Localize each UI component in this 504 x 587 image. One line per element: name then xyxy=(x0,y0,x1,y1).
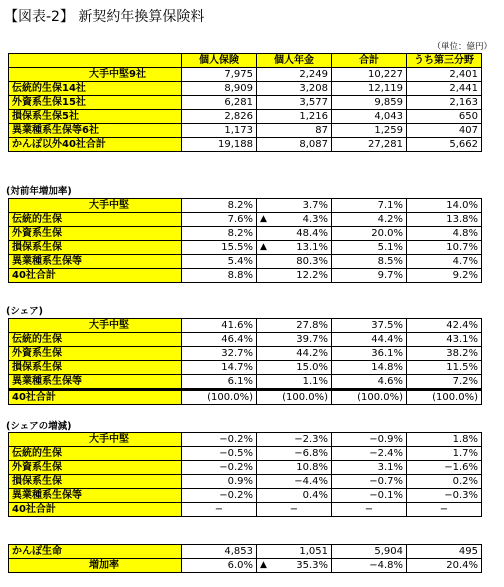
value-cell xyxy=(182,489,257,503)
row-label: 大手中堅9社 xyxy=(9,68,182,82)
value-text: 9,859 xyxy=(374,97,403,108)
value-cell xyxy=(257,269,332,283)
value-text: 4.6% xyxy=(377,376,403,387)
value-text: 407 xyxy=(458,125,478,136)
value-text: 27,281 xyxy=(368,139,403,150)
value-cell xyxy=(257,241,332,255)
value-cell xyxy=(182,124,257,138)
negative-triangle-icon: ▲ xyxy=(260,242,267,252)
value-text: 0.4% xyxy=(302,490,328,501)
value-cell xyxy=(257,82,332,96)
value-text: 14.7% xyxy=(221,362,253,373)
value-cell xyxy=(257,375,332,390)
row-label: 損保系生保 xyxy=(9,475,182,489)
value-cell xyxy=(332,361,407,375)
value-cell xyxy=(182,559,257,573)
row-label: 大手中堅 xyxy=(9,199,182,213)
value-text: 8,087 xyxy=(299,139,328,150)
value-cell xyxy=(407,68,482,82)
value-text: 44.2% xyxy=(296,348,328,359)
value-cell xyxy=(332,447,407,461)
value-text: 1.7% xyxy=(452,448,478,459)
value-text: 12,119 xyxy=(368,83,403,94)
row-label: 大手中堅 xyxy=(9,433,182,447)
value-text: 4.8% xyxy=(452,228,478,239)
value-cell xyxy=(332,433,407,447)
value-text: −0.2% xyxy=(219,462,253,473)
value-text: 9.7% xyxy=(377,270,403,281)
value-cell xyxy=(407,559,482,573)
value-cell xyxy=(257,199,332,213)
value-text: 1.1% xyxy=(302,376,328,387)
value-cell xyxy=(407,433,482,447)
table-row xyxy=(9,489,482,503)
value-text: 8.2% xyxy=(227,228,253,239)
value-text: −0.2% xyxy=(219,434,253,445)
value-text: 36.1% xyxy=(371,348,403,359)
value-cell xyxy=(182,255,257,269)
value-text: 5,904 xyxy=(374,546,403,557)
table-row xyxy=(9,333,482,347)
value-text: 6.0% xyxy=(227,560,253,571)
value-text: 7.2% xyxy=(452,376,478,387)
header-third-sector: うち第三分野 xyxy=(407,54,482,68)
value-cell xyxy=(332,199,407,213)
value-cell xyxy=(182,96,257,110)
value-text: 4.3% xyxy=(302,214,328,225)
value-cell xyxy=(407,269,482,283)
value-cell xyxy=(407,545,482,559)
value-cell xyxy=(257,138,332,152)
value-text: 37.5% xyxy=(371,320,403,331)
value-text: 6,281 xyxy=(224,97,253,108)
value-cell xyxy=(182,333,257,347)
table-row xyxy=(9,124,482,138)
value-cell xyxy=(407,475,482,489)
value-cell xyxy=(407,447,482,461)
value-text: 10,227 xyxy=(368,69,403,80)
value-cell xyxy=(407,213,482,227)
row-label: 外資系生保 xyxy=(9,227,182,241)
value-text: 12.2% xyxy=(296,270,328,281)
value-cell xyxy=(182,503,257,517)
row-label: 外資系生保 xyxy=(9,461,182,475)
value-cell xyxy=(182,241,257,255)
value-text: −0.3% xyxy=(444,490,478,501)
value-text: 4.2% xyxy=(377,214,403,225)
value-text: 7.6% xyxy=(227,214,253,225)
value-cell xyxy=(182,110,257,124)
value-cell xyxy=(407,82,482,96)
table-row xyxy=(9,110,482,124)
value-cell xyxy=(332,269,407,283)
value-cell xyxy=(407,124,482,138)
table-row xyxy=(9,461,482,475)
value-cell xyxy=(257,319,332,333)
value-cell xyxy=(407,489,482,503)
table-row xyxy=(9,269,482,283)
value-text: −4.8% xyxy=(369,560,403,571)
row-label: 異業種系生保等6社 xyxy=(9,124,182,138)
value-text: 39.7% xyxy=(296,334,328,345)
value-cell xyxy=(257,124,332,138)
value-text: 10.8% xyxy=(296,462,328,473)
row-label: 損保系生保5社 xyxy=(9,110,182,124)
share-change-table xyxy=(8,432,482,517)
header-blank-cell xyxy=(9,54,182,68)
value-cell xyxy=(257,545,332,559)
value-cell xyxy=(332,110,407,124)
table-row xyxy=(9,390,482,405)
row-label: 異業種系生保等 xyxy=(9,375,182,390)
row-label: 異業種系生保等 xyxy=(9,255,182,269)
value-cell xyxy=(407,347,482,361)
value-text: 35.3% xyxy=(296,560,328,571)
value-cell xyxy=(257,361,332,375)
row-label: 伝統的生保14社 xyxy=(9,82,182,96)
value-cell xyxy=(332,461,407,475)
value-cell xyxy=(407,375,482,390)
row-label: かんぽ以外40社合計 xyxy=(9,138,182,152)
section-growth-rate: (対前年増加率) xyxy=(6,186,72,197)
value-cell xyxy=(182,475,257,489)
table-row xyxy=(9,82,482,96)
row-label: 大手中堅 xyxy=(9,319,182,333)
value-cell xyxy=(332,559,407,573)
value-cell xyxy=(332,347,407,361)
value-text: 43.1% xyxy=(446,334,478,345)
value-cell xyxy=(407,390,482,405)
value-cell xyxy=(407,503,482,517)
table-row xyxy=(9,347,482,361)
value-text: −0.2% xyxy=(219,490,253,501)
value-text: 42.4% xyxy=(446,320,478,331)
row-label: 損保系生保 xyxy=(9,241,182,255)
value-cell xyxy=(407,96,482,110)
value-cell xyxy=(407,319,482,333)
value-text: 2,441 xyxy=(449,83,478,94)
value-text: 8.8% xyxy=(227,270,253,281)
row-label: 伝統的生保 xyxy=(9,447,182,461)
value-text: 32.7% xyxy=(221,348,253,359)
value-text: 20.0% xyxy=(371,228,403,239)
value-text: 87 xyxy=(315,125,328,136)
value-cell xyxy=(332,333,407,347)
value-text: 8,909 xyxy=(224,83,253,94)
table-row xyxy=(9,319,482,333)
value-text: 38.2% xyxy=(446,348,478,359)
value-cell xyxy=(332,545,407,559)
value-cell xyxy=(257,433,332,447)
value-text: −0.1% xyxy=(369,490,403,501)
value-cell xyxy=(182,390,257,405)
value-text: 7.1% xyxy=(377,200,403,211)
header-total: 合計 xyxy=(332,54,407,68)
table-row xyxy=(9,447,482,461)
value-cell xyxy=(182,68,257,82)
value-text: 13.8% xyxy=(446,214,478,225)
value-text: 15.5% xyxy=(221,242,253,253)
value-cell xyxy=(407,110,482,124)
table-row xyxy=(9,68,482,82)
value-cell xyxy=(257,96,332,110)
value-text: 13.1% xyxy=(296,242,328,253)
value-text: −0.9% xyxy=(369,434,403,445)
table-row xyxy=(9,227,482,241)
value-cell xyxy=(407,199,482,213)
value-text: 2,249 xyxy=(299,69,328,80)
value-text: − xyxy=(364,504,374,515)
table-row xyxy=(9,545,482,559)
value-cell xyxy=(407,461,482,475)
value-text: 3.7% xyxy=(302,200,328,211)
value-cell xyxy=(257,110,332,124)
value-cell xyxy=(257,347,332,361)
header-individual-annuity: 個人年金 xyxy=(257,54,332,68)
value-cell xyxy=(182,199,257,213)
value-cell xyxy=(182,545,257,559)
document-title: 【図表-2】 新契約年換算保険料 xyxy=(4,9,205,25)
value-cell xyxy=(257,489,332,503)
value-text: 4,043 xyxy=(374,111,403,122)
value-cell xyxy=(182,461,257,475)
value-text: 80.3% xyxy=(296,256,328,267)
value-cell xyxy=(257,390,332,405)
value-cell xyxy=(407,255,482,269)
value-cell xyxy=(257,227,332,241)
value-cell xyxy=(332,319,407,333)
value-text: 48.4% xyxy=(296,228,328,239)
value-cell xyxy=(332,489,407,503)
value-text: −0.7% xyxy=(369,476,403,487)
value-cell xyxy=(332,503,407,517)
value-cell xyxy=(332,213,407,227)
value-text: 14.8% xyxy=(371,362,403,373)
value-text: −2.4% xyxy=(369,448,403,459)
value-text: 1,173 xyxy=(224,125,253,136)
value-cell xyxy=(182,82,257,96)
table-row xyxy=(9,559,482,573)
table-row xyxy=(9,361,482,375)
value-text: 9.2% xyxy=(452,270,478,281)
table-row xyxy=(9,475,482,489)
value-text: 27.8% xyxy=(296,320,328,331)
value-text: −1.6% xyxy=(444,462,478,473)
value-text: 1.8% xyxy=(452,434,478,445)
value-text: − xyxy=(439,504,449,515)
value-cell xyxy=(182,138,257,152)
value-cell xyxy=(332,390,407,405)
value-text: −0.5% xyxy=(219,448,253,459)
value-cell xyxy=(407,227,482,241)
value-text: 5.1% xyxy=(377,242,403,253)
value-text: (100.0%) xyxy=(432,392,478,403)
share-table xyxy=(8,318,482,405)
row-label: 外資系生保 xyxy=(9,347,182,361)
value-text: 650 xyxy=(458,111,478,122)
value-cell xyxy=(182,375,257,390)
value-cell xyxy=(257,255,332,269)
value-cell xyxy=(407,333,482,347)
row-label: 外資系生保15社 xyxy=(9,96,182,110)
value-cell xyxy=(257,213,332,227)
value-text: 11.5% xyxy=(446,362,478,373)
value-text: 44.4% xyxy=(371,334,403,345)
value-text: 2,401 xyxy=(449,69,478,80)
table-row xyxy=(9,375,482,390)
value-text: 8.5% xyxy=(377,256,403,267)
value-text: 5.4% xyxy=(227,256,253,267)
value-text: 2,826 xyxy=(224,111,253,122)
table-row xyxy=(9,199,482,213)
row-label: 損保系生保 xyxy=(9,361,182,375)
kampo-table xyxy=(8,544,482,573)
row-label: 伝統的生保 xyxy=(9,333,182,347)
value-text: 2,163 xyxy=(449,97,478,108)
row-label: 異業種系生保等 xyxy=(9,489,182,503)
table-row xyxy=(9,138,482,152)
value-text: 7,975 xyxy=(224,69,253,80)
value-cell xyxy=(257,447,332,461)
value-text: 1,259 xyxy=(374,125,403,136)
value-text: 5,662 xyxy=(449,139,478,150)
value-cell xyxy=(257,333,332,347)
value-text: 1,216 xyxy=(299,111,328,122)
table-row xyxy=(9,255,482,269)
row-label: 増加率 xyxy=(9,559,182,573)
value-cell xyxy=(182,213,257,227)
value-cell xyxy=(332,82,407,96)
value-text: −4.4% xyxy=(294,476,328,487)
value-cell xyxy=(332,475,407,489)
value-cell xyxy=(332,124,407,138)
value-text: 6.1% xyxy=(227,376,253,387)
value-text: 46.4% xyxy=(221,334,253,345)
value-cell xyxy=(407,241,482,255)
value-text: 0.2% xyxy=(452,476,478,487)
value-text: 8.2% xyxy=(227,200,253,211)
value-cell xyxy=(407,138,482,152)
value-cell xyxy=(182,361,257,375)
value-cell xyxy=(332,138,407,152)
value-cell xyxy=(257,503,332,517)
value-cell xyxy=(257,68,332,82)
value-cell xyxy=(257,559,332,573)
value-cell xyxy=(332,241,407,255)
value-text: 14.0% xyxy=(446,200,478,211)
table-row xyxy=(9,433,482,447)
header-individual-insurance: 個人保険 xyxy=(182,54,257,68)
growth-rate-table xyxy=(8,198,482,283)
value-cell xyxy=(332,255,407,269)
value-text: −2.3% xyxy=(294,434,328,445)
value-cell xyxy=(182,447,257,461)
value-cell xyxy=(182,347,257,361)
value-cell xyxy=(257,475,332,489)
row-label: かんぽ生命 xyxy=(9,545,182,559)
negative-triangle-icon: ▲ xyxy=(260,560,267,570)
table-row xyxy=(9,503,482,517)
value-cell xyxy=(332,96,407,110)
row-label: 40社合計 xyxy=(9,269,182,283)
value-text: − xyxy=(289,504,299,515)
value-cell xyxy=(182,319,257,333)
row-label: 40社合計 xyxy=(9,503,182,517)
value-cell xyxy=(332,375,407,390)
value-text: (100.0%) xyxy=(357,392,403,403)
value-text: 15.0% xyxy=(296,362,328,373)
row-label: 伝統的生保 xyxy=(9,213,182,227)
value-text: 3.1% xyxy=(377,462,403,473)
value-cell xyxy=(332,227,407,241)
value-text: 1,051 xyxy=(299,546,328,557)
value-text: 19,188 xyxy=(218,139,253,150)
section-share: (シェア) xyxy=(6,306,43,317)
value-cell xyxy=(407,361,482,375)
value-cell xyxy=(257,461,332,475)
unit-label: （単位：億円） xyxy=(432,42,492,52)
value-text: 0.9% xyxy=(227,476,253,487)
premium-table xyxy=(8,53,482,152)
value-cell xyxy=(182,227,257,241)
section-share-change: (シェアの増減) xyxy=(6,421,72,432)
table-row xyxy=(9,213,482,227)
value-text: 4,853 xyxy=(224,546,253,557)
row-label: 40社合計 xyxy=(9,390,182,405)
value-text: 20.4% xyxy=(446,560,478,571)
value-text: 41.6% xyxy=(221,320,253,331)
table-row xyxy=(9,241,482,255)
table-row xyxy=(9,96,482,110)
value-text: 3,577 xyxy=(299,97,328,108)
value-cell xyxy=(332,68,407,82)
value-text: − xyxy=(214,504,224,515)
value-text: (100.0%) xyxy=(207,392,253,403)
value-cell xyxy=(182,269,257,283)
value-text: −6.8% xyxy=(294,448,328,459)
value-text: 4.7% xyxy=(452,256,478,267)
value-cell xyxy=(182,433,257,447)
value-text: 495 xyxy=(458,546,478,557)
value-text: (100.0%) xyxy=(282,392,328,403)
value-text: 3,208 xyxy=(299,83,328,94)
negative-triangle-icon: ▲ xyxy=(260,214,267,224)
value-text: 10.7% xyxy=(446,242,478,253)
